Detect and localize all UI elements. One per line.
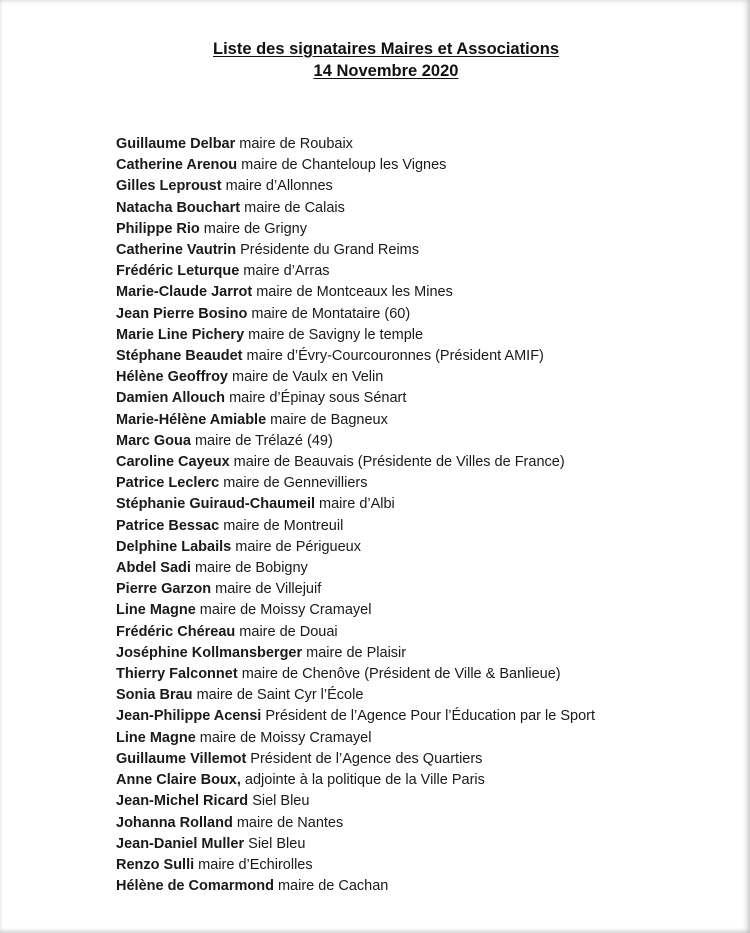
- signatory-role: maire d’Albi: [315, 496, 395, 513]
- signatory-name: Natacha Bouchart: [116, 199, 241, 216]
- signatory-item: [116, 516, 595, 537]
- signatory-role: maire de Roubaix: [235, 136, 353, 152]
- signatory-name: Catherine Arenou: [116, 157, 238, 174]
- signatory-name: Hélène Geoffroy: [116, 369, 228, 386]
- signatory-role: maire de Montataire (60): [247, 305, 411, 322]
- signatory-item: [116, 834, 595, 855]
- signatory-role: Présidente du Grand Reims: [236, 242, 420, 259]
- signatory-item: [116, 134, 595, 155]
- signatory-item: [116, 325, 595, 346]
- signatory-item: [116, 622, 595, 643]
- signatory-item: [116, 558, 595, 579]
- signatory-item: [116, 304, 595, 325]
- signatory-name: Caroline Cayeux: [116, 454, 230, 471]
- signatory-item: [116, 410, 595, 431]
- signatory-role: maire de Villejuif: [211, 581, 322, 598]
- signatory-item: [116, 685, 595, 706]
- signatory-role: Président de l’Agence des Quartiers: [246, 750, 483, 767]
- signatory-item: [116, 728, 595, 749]
- signatory-name: Frédéric Chéreau: [116, 623, 236, 640]
- signatory-item: [116, 198, 595, 219]
- signatory-name: Catherine Vautrin: [116, 242, 237, 259]
- signatory-name: Patrice Leclerc: [116, 475, 220, 492]
- signatory-role: maire de Moissy Cramayel: [195, 729, 372, 746]
- signatory-name: Patrice Bessac: [116, 517, 220, 534]
- signatory-name: Abdel Sadi: [116, 560, 191, 577]
- signatory-role: maire de Moissy Cramayel: [195, 602, 372, 619]
- document-date: 14 Novembre 2020: [313, 62, 459, 80]
- signatory-name: Johanna Rolland: [116, 814, 233, 831]
- signatory-item: [116, 537, 595, 558]
- signatory-role: maire de Grigny: [199, 220, 307, 237]
- signatory-item: [116, 876, 595, 897]
- signatory-role: maire de Montreuil: [219, 517, 344, 534]
- signatory-role: maire d’Allonnes: [221, 178, 333, 195]
- signatory-item: [116, 261, 595, 282]
- signatory-role: maire de Nantes: [232, 814, 344, 831]
- signatory-item: [116, 219, 595, 240]
- document-header: [0, 38, 750, 82]
- signatory-role: Siel Bleu: [248, 793, 310, 810]
- signatory-item: [116, 155, 595, 176]
- signatory-role: maire de Chenôve (Président de Ville & Banlieue): [237, 666, 561, 683]
- signatory-name: Renzo Sulli: [116, 856, 195, 873]
- signatory-role: maire de Saint Cyr l’École: [192, 687, 364, 704]
- signatory-role: maire de Cachan: [273, 878, 389, 895]
- signatory-role: maire de Chanteloup les Vignes: [237, 157, 447, 174]
- signatory-item: [116, 706, 595, 727]
- signatory-name: Marc Goua: [116, 432, 191, 449]
- signatory-role: maire de Gennevilliers: [219, 475, 368, 492]
- signatory-role: maire d’Arras: [239, 263, 330, 280]
- signatory-item: [116, 579, 595, 600]
- signatory-name: Marie-Claude Jarrot: [116, 284, 253, 301]
- signatory-name: Pierre Garzon: [116, 581, 212, 598]
- signatory-item: [116, 791, 595, 812]
- signatory-item: [116, 664, 595, 685]
- signatory-item: [116, 176, 595, 197]
- signatory-item: [116, 749, 595, 770]
- signatory-name: Anne Claire Boux,: [116, 772, 241, 789]
- signatory-item: [116, 240, 595, 261]
- signatory-item: [116, 770, 595, 791]
- signatory-name: Jean Pierre Bosino: [116, 305, 248, 322]
- signatory-role: adjointe à la politique de la Ville Paris: [240, 772, 485, 789]
- signatory-role: maire de Calais: [240, 199, 345, 216]
- signatory-name: Jean-Daniel Muller: [116, 835, 245, 852]
- signatory-item: [116, 643, 595, 664]
- signatory-name: Marie Line Pichery: [116, 326, 245, 343]
- signatory-role: Président de l’Agence Pour l’Éducation par le Sport: [261, 708, 596, 725]
- signatory-role: maire de Bobigny: [190, 560, 308, 577]
- signatory-item: [116, 346, 595, 367]
- signatory-name: Philippe Rio: [116, 220, 200, 237]
- signatory-role: maire d’Évry-Courcouronnes (Président AMIF): [242, 348, 544, 365]
- signatory-role: maire de Trélazé (49): [190, 432, 333, 449]
- signatory-role: maire de Plaisir: [302, 644, 407, 661]
- signatory-name: Gilles Leproust: [116, 178, 222, 195]
- document-title: Liste des signataires Maires et Associations: [212, 40, 560, 58]
- signatory-name: Hélène de Comarmond: [116, 878, 274, 895]
- signatory-name: Sonia Brau: [116, 687, 193, 704]
- signatory-item: [116, 431, 595, 452]
- signatory-name: Jean-Philippe Acensi: [116, 708, 262, 725]
- signatory-item: [116, 388, 595, 409]
- signatory-item: [116, 473, 595, 494]
- signatory-name: Line Magne: [116, 602, 196, 619]
- signatory-role: maire de Périgueux: [231, 538, 361, 555]
- signatory-item: [116, 282, 595, 303]
- signatory-role: maire de Montceaux les Mines: [252, 284, 453, 301]
- signatory-role: maire d’Echirolles: [194, 856, 313, 873]
- signatory-role: maire d’Épinay sous Sénart: [225, 390, 407, 407]
- signatory-name: Jean-Michel Ricard: [116, 793, 249, 810]
- signatory-name: Damien Allouch: [116, 390, 226, 407]
- signatory-role: maire de Vaulx en Velin: [228, 369, 384, 386]
- signatory-name: Joséphine Kollmansberger: [116, 644, 303, 661]
- signatory-name: Stéphane Beaudet: [116, 348, 243, 365]
- signatory-name: Line Magne: [116, 729, 196, 746]
- signatory-role: maire de Savigny le temple: [244, 326, 424, 343]
- signatory-item: [116, 600, 595, 621]
- signatory-name: Marie-Hélène Amiable: [116, 411, 267, 428]
- signatory-name: Stéphanie Guiraud-Chaumeil: [116, 496, 315, 513]
- signatory-name: Delphine Labails: [116, 538, 232, 555]
- signatory-name: Guillaume Villemot: [116, 750, 247, 767]
- signatory-name: Guillaume Delbar: [116, 136, 236, 152]
- signatory-item: [116, 855, 595, 876]
- signatory-role: maire de Bagneux: [266, 411, 388, 428]
- signatory-item: [116, 452, 595, 473]
- signatory-item: [116, 494, 595, 515]
- signatory-item: [116, 813, 595, 834]
- signatory-item: [116, 367, 595, 388]
- signatory-role: maire de Douai: [235, 623, 338, 640]
- signatory-role: Siel Bleu: [244, 835, 306, 852]
- signatory-list: [116, 134, 595, 897]
- signatory-name: Frédéric Leturque: [116, 263, 240, 280]
- signatory-role: maire de Beauvais (Présidente de Villes de France): [229, 454, 565, 471]
- signatory-name: Thierry Falconnet: [116, 666, 238, 683]
